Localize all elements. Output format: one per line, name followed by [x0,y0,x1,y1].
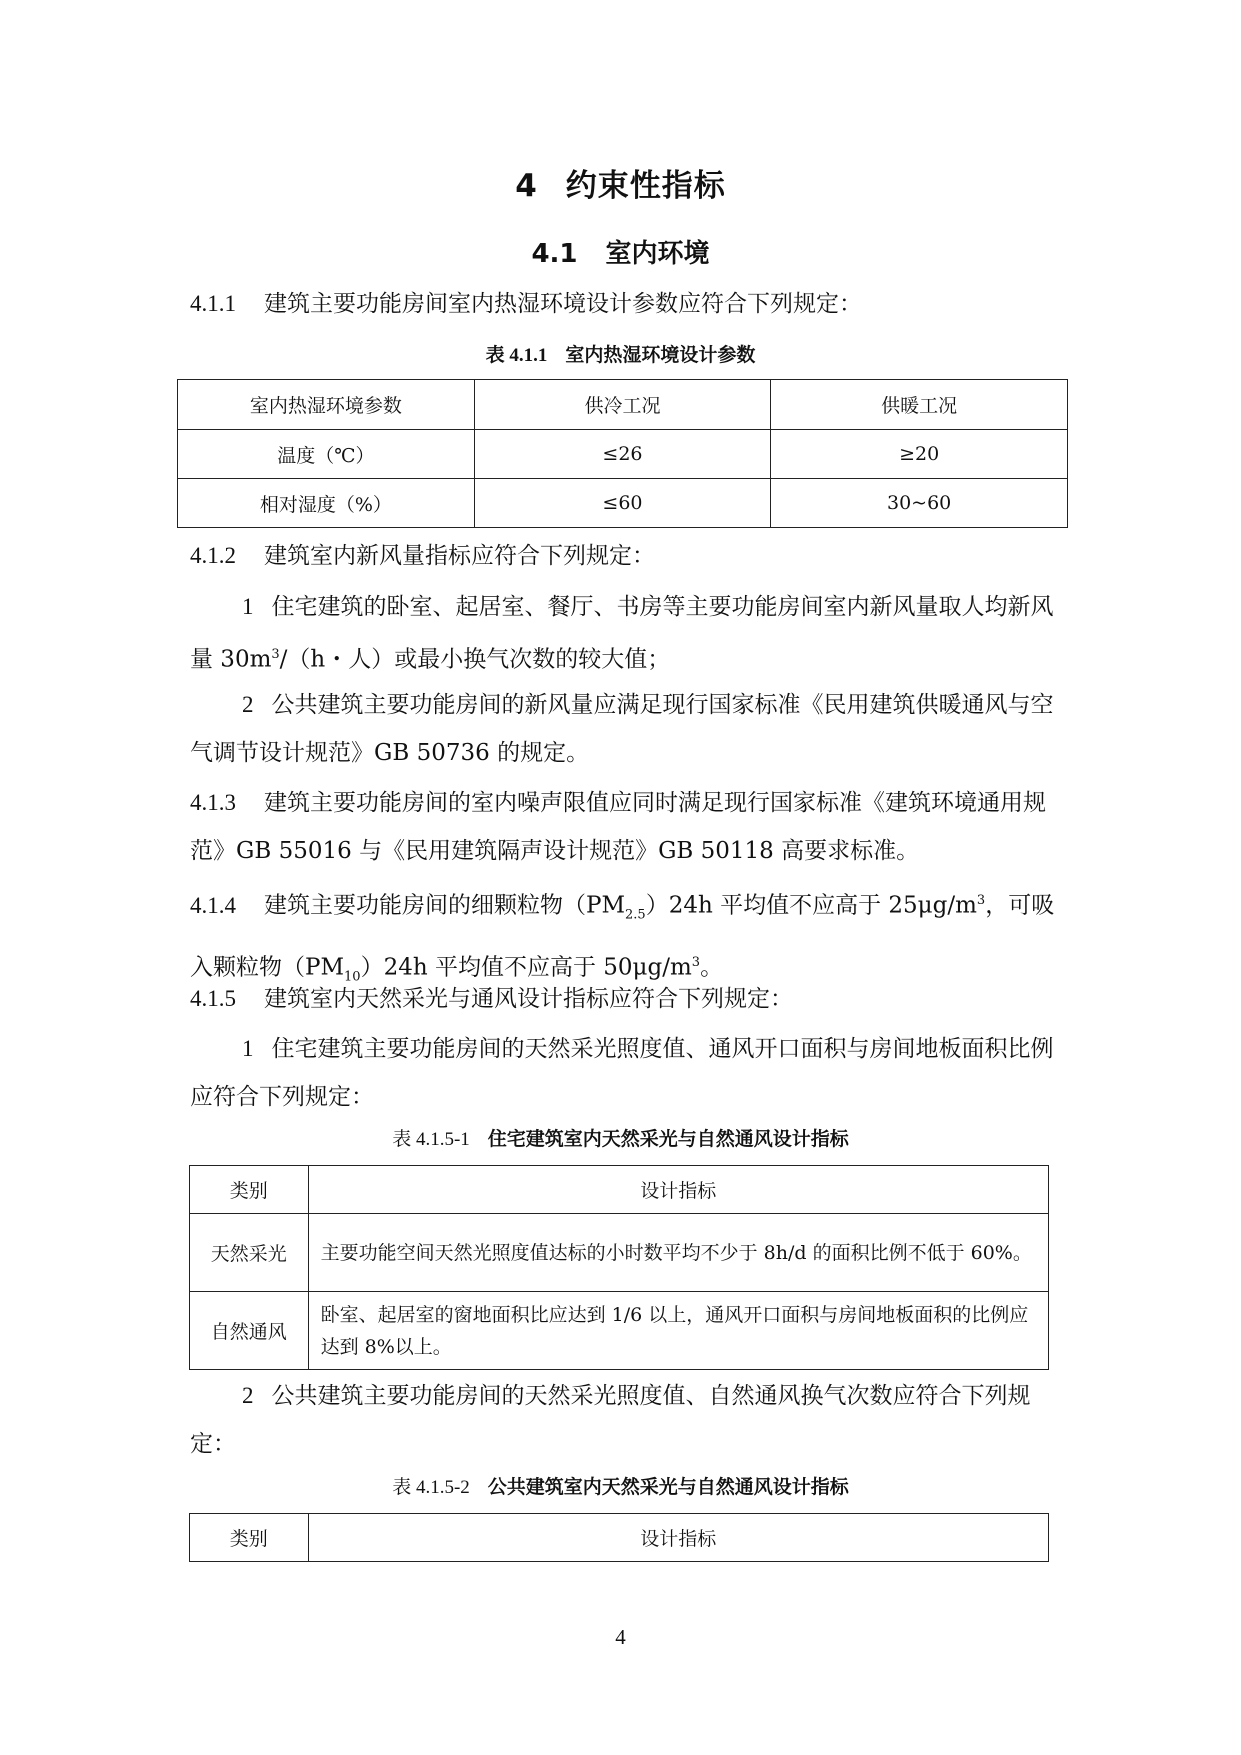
section-title: 室内环境 [605,239,710,269]
clause-text: ，可吸入颗粒物（PM [190,892,1055,981]
chapter-heading [0,160,1241,205]
caption-number: 表 4.1.1 [485,345,548,366]
table-residential-daylight [189,1165,1049,1370]
section-heading [0,233,1241,270]
header-cell: 类别 [190,1166,309,1214]
table2-caption [0,1124,1241,1151]
table-cell: 温度（℃） [178,430,475,479]
clause-number: 4.1.2 [190,543,236,568]
item-text: 住宅建筑主要功能房间的天然采光照度值、通风开口面积与房间地板面积比例应符合下列规定： [190,1036,1054,1110]
clause-text: 建筑主要功能房间的细颗粒物（PM [264,892,626,919]
table1-caption [0,340,1241,367]
superscript: 3 [271,647,280,662]
clause-text: 。 [700,954,724,981]
item-text: 公共建筑主要功能房间的天然采光照度值、自然通风换气次数应符合下列规定： [190,1383,1031,1457]
section-number: 4.1 [531,239,578,269]
header-cell: 室内热湿环境参数 [178,380,475,430]
table-row [190,1214,1049,1292]
clause-4-1-1 [190,280,1060,328]
clause-number: 4.1.1 [190,291,236,316]
superscript: 3 [976,893,986,908]
table-row [190,1292,1049,1370]
clause-text: ）24h 平均值不应高于 25μg/m [645,892,977,919]
item-number: 2 [242,692,254,717]
caption-number: 表 4.1.5-1 [392,1129,470,1150]
table-header-row [190,1514,1049,1562]
table-cell: 30~60 [771,479,1068,528]
clause-text: 建筑主要功能房间室内热湿环境设计参数应符合下列规定： [264,291,862,317]
clause-4-1-2-item-2 [190,681,1060,777]
table-cell: ≤60 [474,479,771,528]
header-cell: 设计指标 [308,1166,1048,1214]
clause-text: 建筑室内天然采光与通风设计指标应符合下列规定： [264,986,793,1012]
table-cell: 卧室、起居室的窗地面积比应达到 1/6 以上，通风开口面积与房间地板面积的比例应达到 8%以上。 [308,1292,1048,1370]
clause-4-1-3 [190,779,1060,875]
caption-title: 公共建筑室内天然采光与自然通风设计指标 [487,1476,849,1498]
table-public-daylight [189,1513,1049,1562]
table-cell: 天然采光 [190,1214,309,1292]
chapter-number: 4 [515,168,538,204]
table-row [178,479,1068,528]
table-cell: ≥20 [771,430,1068,479]
header-cell: 供冷工况 [474,380,771,430]
table-cell: ≤26 [474,430,771,479]
clause-text: 建筑主要功能房间的室内噪声限值应同时满足现行国家标准《建筑环境通用规范》GB 55016 与《民用建筑隔声设计规范》GB 50118 高要求标准。 [190,790,1046,864]
table-cell: 相对湿度（%） [178,479,475,528]
clause-number: 4.1.4 [190,892,236,918]
clause-number: 4.1.3 [190,790,236,815]
item-text: 公共建筑主要功能房间的新风量应满足现行国家标准《民用建筑供暖通风与空气调节设计规范》GB 50736 的规定。 [190,692,1054,766]
item-number: 1 [242,594,254,619]
header-cell: 设计指标 [308,1514,1048,1562]
clause-4-1-5-item-2 [190,1372,1060,1468]
table-cell: 自然通风 [190,1292,309,1370]
table3-caption [0,1472,1241,1499]
header-cell: 类别 [190,1514,309,1562]
table-thermal-params [177,379,1068,528]
superscript: 3 [691,955,701,971]
clause-4-1-5 [190,975,1060,1023]
item-text: /（h・人）或最小换气次数的较大值； [279,646,671,673]
clause-4-1-2 [190,532,1060,580]
table-header-row [178,380,1068,430]
caption-title: 住宅建筑室内天然采光与自然通风设计指标 [487,1128,849,1150]
clause-number: 4.1.5 [190,986,236,1011]
caption-number: 表 4.1.5-2 [392,1477,470,1498]
chapter-title: 约束性指标 [565,168,726,204]
item-text: 住宅建筑的卧室、起居室、餐厅、书房等主要功能房间室内新风量取人均新风量 30m [190,594,1054,673]
table-cell: 主要功能空间天然光照度值达标的小时数平均不少于 8h/d 的面积比例不低于 60%。 [308,1214,1048,1292]
table-header-row [190,1166,1049,1214]
subscript: 2.5 [625,907,646,923]
item-number: 1 [242,1036,254,1061]
clause-4-1-5-item-1 [190,1025,1060,1121]
page-number: 4 [615,1625,626,1649]
clause-4-1-2-item-1 [190,583,1060,684]
clause-text: ）24h 平均值不应高于 50μg/m [360,954,692,981]
table-row [178,430,1068,479]
header-cell: 供暖工况 [771,380,1068,430]
caption-title: 室内热湿环境设计参数 [565,344,756,366]
subscript: 10 [344,969,361,985]
clause-text: 建筑室内新风量指标应符合下列规定： [264,543,655,569]
item-number: 2 [242,1383,254,1408]
